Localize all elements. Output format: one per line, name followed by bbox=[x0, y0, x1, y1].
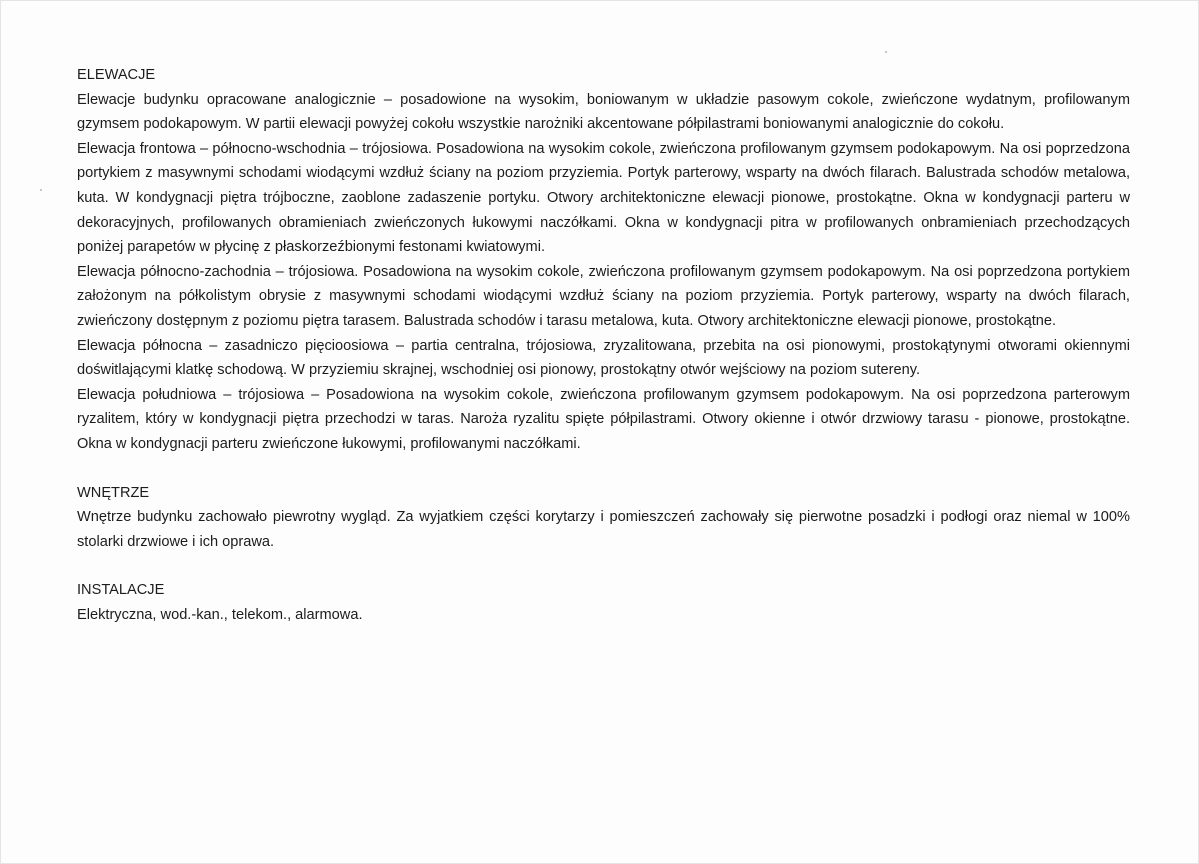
section-heading: WNĘTRZE bbox=[77, 484, 150, 501]
section-elewacje bbox=[77, 63, 1130, 457]
paragraph: Elewacja południowa – trójosiowa – Posadowiona na wysokim cokole, zwieńczona profilowanym gzymsem podokapowym. Na osi poprzedzona parterowym ryzalitem, który w kondygnacji piętra przechodzi w taras. Naroża ryzalitu spięte półpilastrami. Otwory okienne i otwór drzwiowy tarasu - pionowe, prostokątne. Okna w kondygnacji parteru zwieńczone łukowymi, profilowanymi naczółkami. bbox=[77, 386, 1130, 452]
section-instalacje bbox=[77, 578, 1130, 627]
paragraph: Elektryczna, wod.-kan., telekom., alarmowa. bbox=[77, 606, 363, 623]
section-heading: INSTALACJE bbox=[77, 582, 165, 599]
section-heading: ELEWACJE bbox=[77, 67, 156, 83]
document-body bbox=[77, 63, 1130, 627]
paragraph: Elewacje budynku opracowane analogicznie – posadowione na wysokim, boniowanym w układzie pasowym cokole, zwieńczone wydatnym, profilowanym gzymsem podokapowym. W partii elewacji powyżej cokołu wszystkie narożniki akcentowane półpilastrami boniowanymi analogicznie do cokołu. bbox=[77, 91, 1130, 133]
paragraph: Wnętrze budynku zachowało piewrotny wygląd. Za wyjatkiem części korytarzy i pomieszczeń zachowały się pierwotne posadzki i podłogi oraz niemal w 100% stolarki drzwiowe i ich oprawa. bbox=[77, 509, 1130, 550]
paragraph: Elewacja frontowa – północno-wschodnia – trójosiowa. Posadowiona na wysokim cokole, zwieńczona profilowanym gzymsem podokapowym. Na osi poprzedzona portykiem z masywnymi schodami wiodącymi wzdłuż ściany na poziom przyziemia. Portyk parterowy, wsparty na dwóch filarach. Balustrada schodów metalowa, kuta. W kondygnacji piętra trójboczne, zaoblone zadaszenie portyku. Otwory architektoniczne elewacji pionowe, prostokątne. Okna w kondygnacji parteru w dekoracyjnych, profilowanych obramieniach zwieńczonych łukowymi naczółkami. Okna w kondygnacji pitra w profilowanych onbramieniach przechodzących poniżej parapetów w płycinę z płaskorzeźbionymi festonami kwiatowymi. bbox=[77, 140, 1130, 256]
paragraph: Elewacja północna – zasadniczo pięcioosiowa – partia centralna, trójosiowa, zryzalitowana, przebita na osi pionowymi, prostokątynymi otworami okiennymi doświtlającymi klatkę schodową. W przyziemiu skrajnej, wschodniej osi pionowy, prostokątny otwór wejściowy na poziom sutereny. bbox=[77, 337, 1130, 379]
scan-speck bbox=[40, 189, 42, 191]
paragraph: Elewacja północno-zachodnia – trójosiowa. Posadowiona na wysokim cokole, zwieńczona profilowanym gzymsem podokapowym. Na osi poprzedzona portykiem założonym na półkolistym obrysie z masywnymi schodami wiodącymi wzdłuż ściany na poziom przyziemia. Portyk parterowy, wsparty na dwóch filarach, zwieńczony dostępnym z poziomu piętra tarasem. Balustrada schodów i tarasu metalowa, kuta. Otwory architektoniczne elewacji pionowe, prostokątne. bbox=[77, 263, 1130, 329]
scan-speck bbox=[885, 51, 887, 53]
section-wnetrze bbox=[77, 481, 1130, 555]
